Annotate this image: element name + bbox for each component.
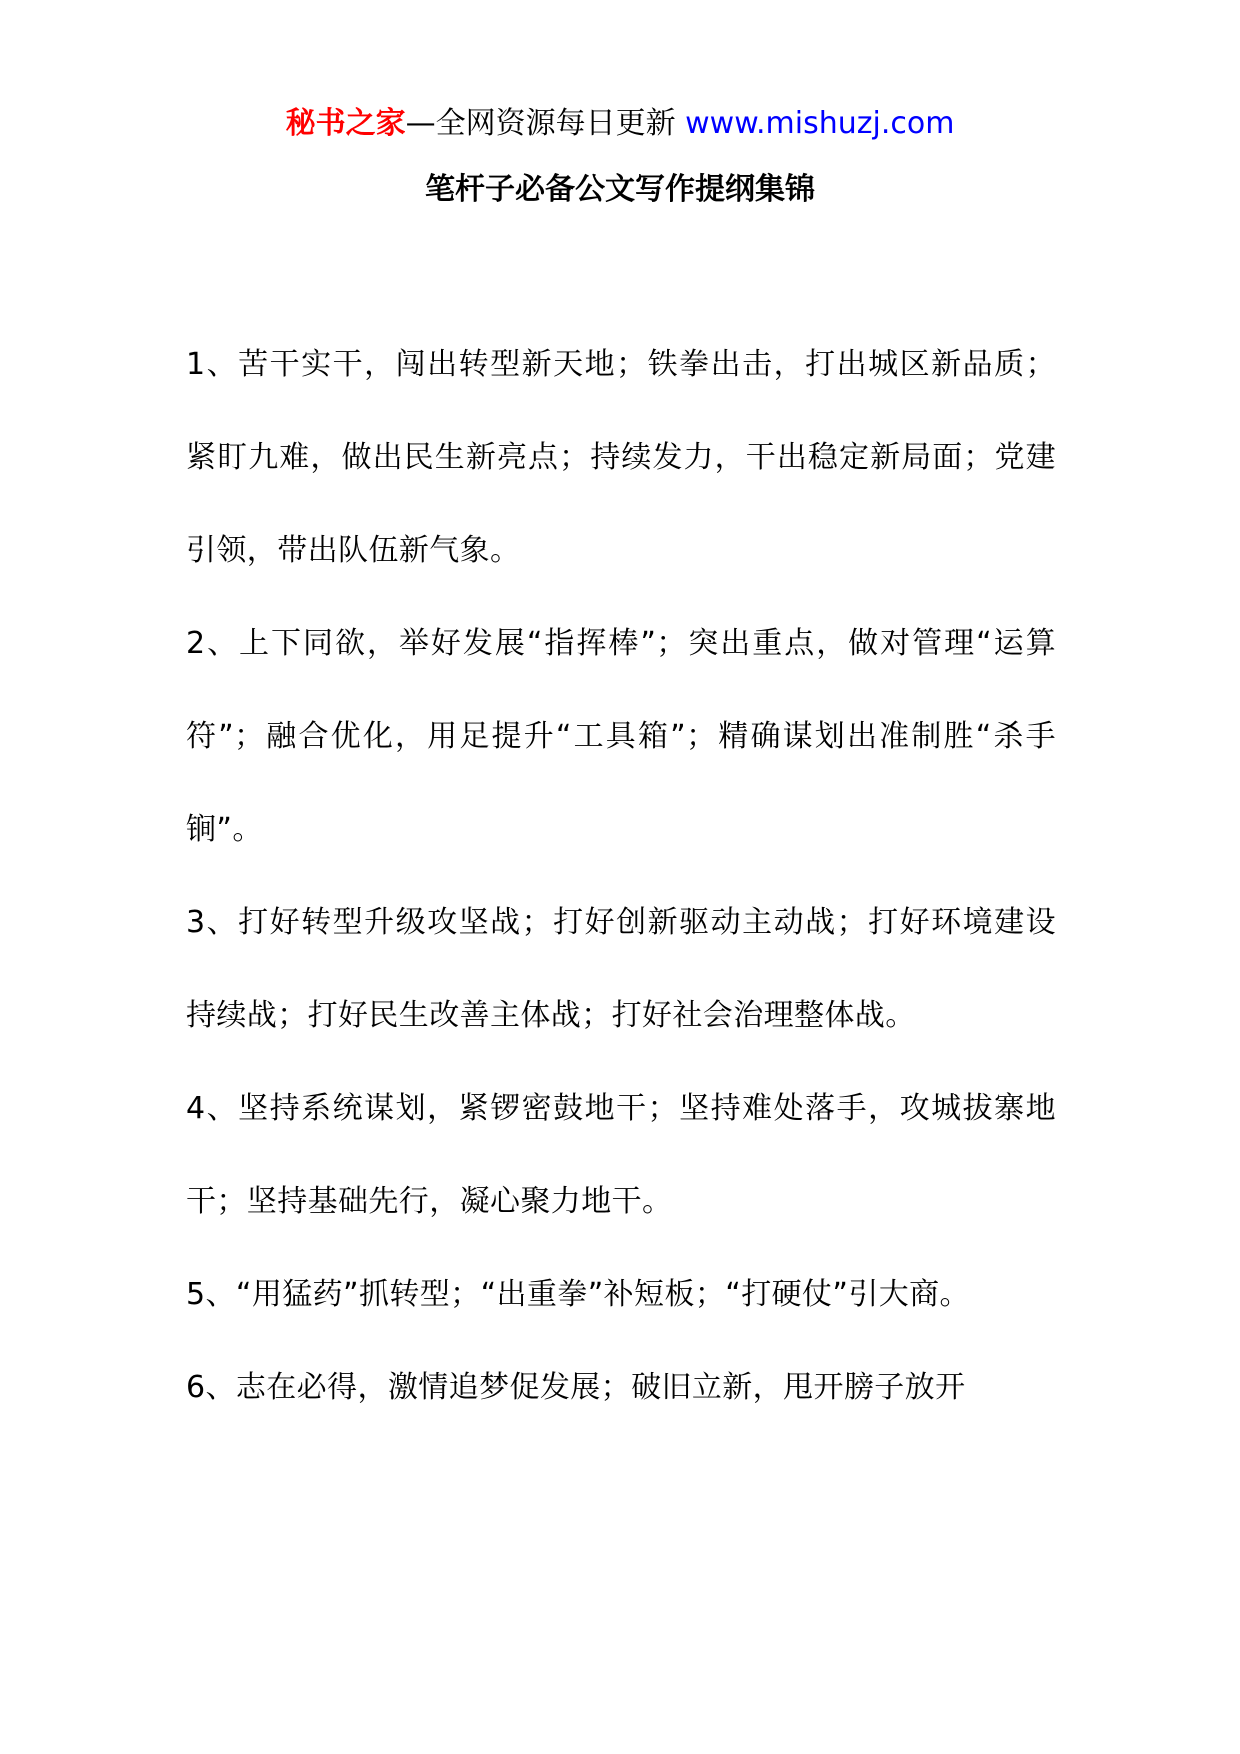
paragraph-6: 6、志在必得，激情追梦促发展；破旧立新，甩开膀子放开 xyxy=(186,1370,966,1405)
site-url-link[interactable]: www.mishuzj.com xyxy=(685,106,955,141)
document-body xyxy=(186,318,1056,1434)
paragraph-1: 1、苦干实干，闯出转型新天地；铁拳出击，打出城区新品质；紧盯九难，做出民生新亮点；持续发力，干出稳定新局面；党建引领，带出队伍新气象。 xyxy=(186,347,1056,568)
paragraph-4: 4、坚持系统谋划，紧锣密鼓地干；坚持难处落手，攻城拔寨地干；坚持基础先行，凝心聚力地干。 xyxy=(186,1091,1056,1219)
site-header xyxy=(0,100,1240,148)
paragraph-5: 5、“用猛药”抓转型；“出重拳”补短板；“打硬仗”引大商。 xyxy=(186,1277,970,1312)
paragraph-2: 2、上下同欲，举好发展“指挥棒”；突出重点，做对管理“运算符”；融合优化，用足提升“工具箱”；精确谋划出准制胜“杀手锏”。 xyxy=(186,626,1056,847)
site-slogan: —全网资源每日更新 xyxy=(405,106,686,141)
paragraph-3: 3、打好转型升级攻坚战；打好创新驱动主动战；打好环境建设持续战；打好民生改善主体战；打好社会治理整体战。 xyxy=(186,905,1056,1033)
brand-name: 秘书之家 xyxy=(285,106,406,141)
document-title: 笔杆子必备公文写作提纲集锦 xyxy=(425,172,815,207)
